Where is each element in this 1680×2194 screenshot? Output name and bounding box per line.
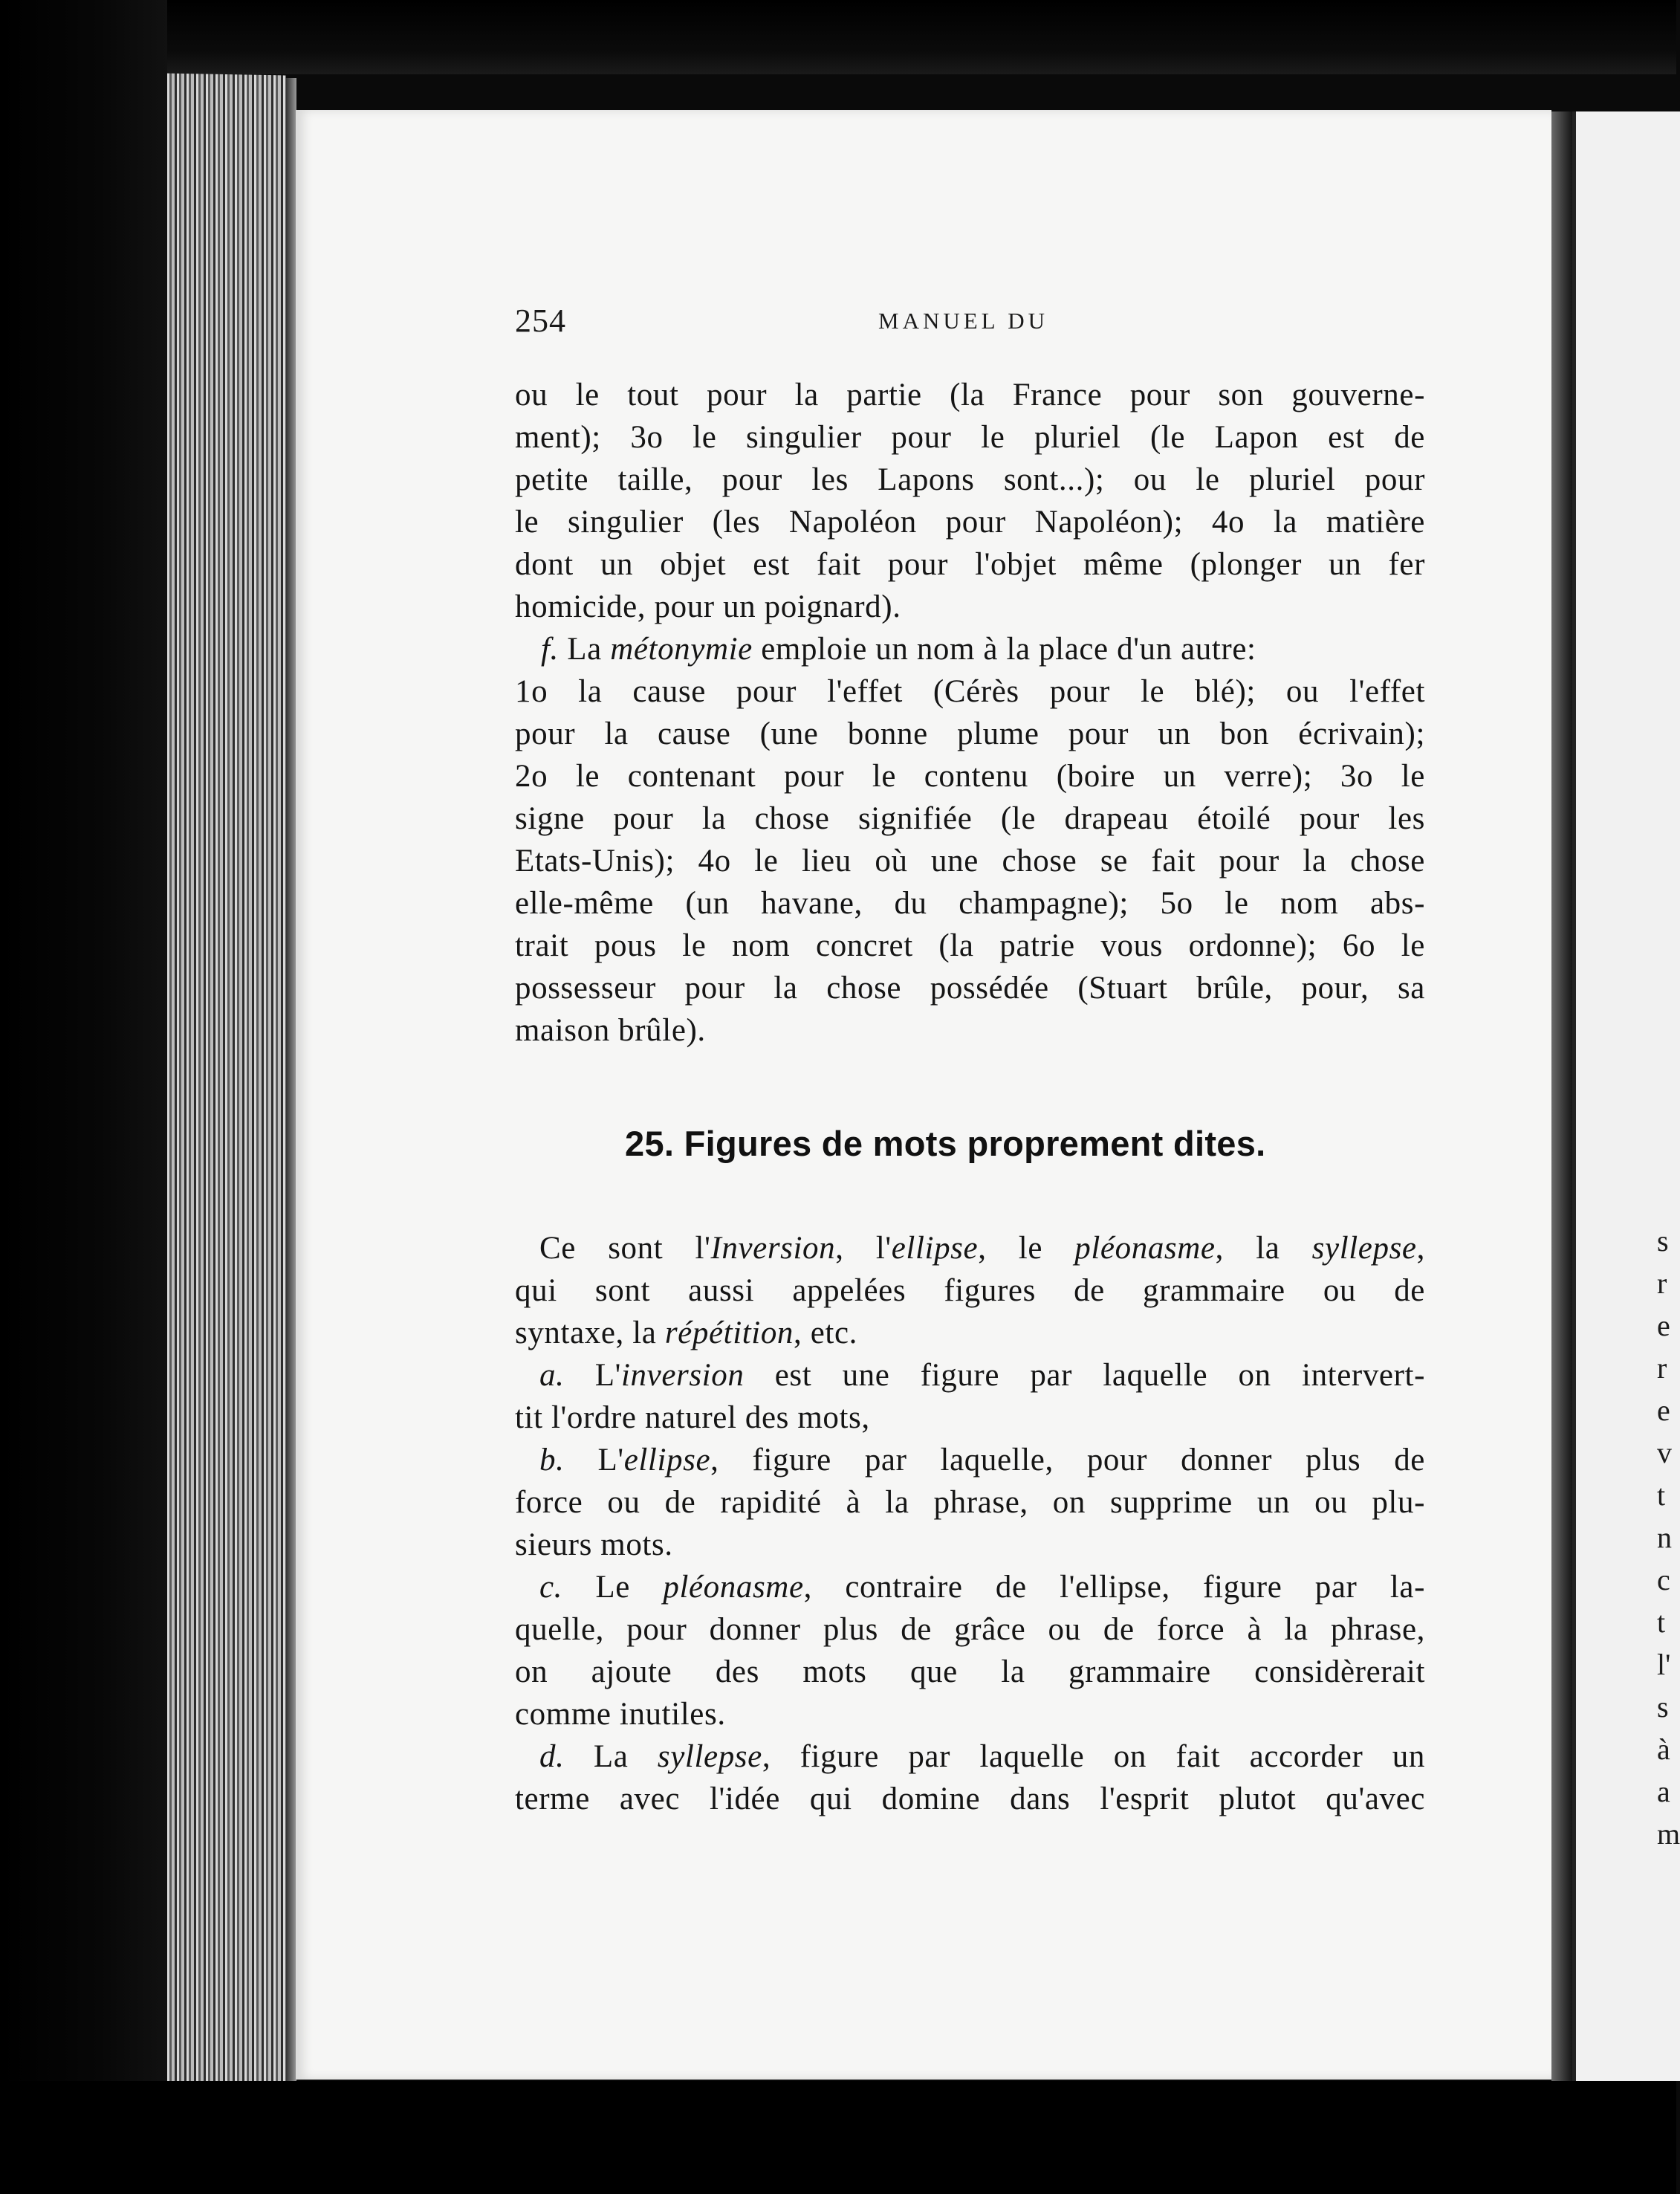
term: métonymie — [610, 632, 753, 667]
text-line: homicide, pour un poignard). — [515, 589, 901, 624]
facing-letter: a — [1657, 1775, 1670, 1808]
text-line: ment); 3o le singulier pour le pluriel (le Lapon est de — [515, 420, 1425, 455]
text-line: tit l'ordre naturel des mots, — [515, 1400, 870, 1435]
facing-letter: t — [1657, 1478, 1666, 1512]
text-line: dont un objet est fait pour l'objet même (plonger un fer — [515, 547, 1425, 582]
text-line: pour la cause (une bonne plume pour un bon écrivain); — [515, 716, 1425, 751]
body-text-top — [515, 374, 1425, 1052]
intro-last-line — [515, 1312, 1425, 1354]
paragraph-f-first-line — [515, 628, 1425, 670]
text-line: quelle, pour donner plus de grâce ou de force à la phrase, — [515, 1612, 1425, 1647]
list-marker: d. — [539, 1739, 565, 1774]
facing-letter: l' — [1657, 1648, 1671, 1681]
text-line: force ou de rapidité à la phrase, on supprime un ou plu- — [515, 1485, 1425, 1520]
facing-letter: c — [1657, 1563, 1670, 1596]
facing-letter: s — [1657, 1690, 1669, 1724]
facing-letter: v — [1657, 1436, 1672, 1469]
text-run: Ce sont l' — [539, 1231, 711, 1266]
text-line: qui sont aussi appelées figures de grammaire ou de — [515, 1273, 1425, 1308]
facing-letter: r — [1657, 1351, 1667, 1385]
term: syllepse — [657, 1739, 762, 1774]
paragraph-c-first-line — [515, 1566, 1425, 1608]
term: pléonasme — [663, 1570, 804, 1605]
list-marker: c. — [539, 1570, 563, 1605]
text-line: signe pour la chose signifiée (le drapeau étoilé pour les — [515, 801, 1425, 836]
text-run: L' — [597, 1443, 624, 1478]
text-line: terme avec l'idée qui domine dans l'esprit plutot qu'avec — [515, 1782, 1425, 1816]
text-run: L' — [594, 1358, 621, 1393]
text-run: La — [567, 632, 602, 667]
facing-letter: s — [1657, 1224, 1669, 1258]
term: inversion — [620, 1358, 745, 1393]
text-line: Etats-Unis); 4o le lieu où une chose se fait pour la chose — [515, 844, 1425, 878]
text-line: on ajoute des mots que la grammaire considèrerait — [515, 1654, 1425, 1689]
text-run: , l' — [835, 1231, 892, 1266]
text-run: syntaxe, la — [515, 1316, 665, 1350]
term: pléonasme — [1074, 1231, 1216, 1266]
list-marker: b. — [539, 1443, 565, 1478]
text-line: petite taille, pour les Lapons sont...); ou le pluriel pour — [515, 462, 1425, 497]
text-line: 2o le contenant pour le contenu (boire un verre); 3o le — [515, 759, 1425, 794]
running-title: MANUEL DU — [878, 308, 1048, 334]
text-run: , contraire de l'ellipse, figure par la- — [803, 1570, 1425, 1605]
top-dark-border — [0, 0, 1676, 74]
text-line: le singulier (les Napoléon pour Napoléon); 4o la matière — [515, 505, 1425, 540]
list-marker: f. — [541, 632, 559, 667]
intro-first-line — [515, 1227, 1425, 1269]
facing-letter: n — [1657, 1521, 1672, 1554]
page-edges-stack — [167, 74, 286, 2097]
book-gutter — [1551, 111, 1572, 2081]
text-line: ou le tout pour la partie (la France pour son gouverne- — [515, 378, 1425, 412]
term: Inversion — [710, 1231, 836, 1266]
text-line: trait pous le nom concret (la patrie vous ordonne); 6o le — [515, 928, 1425, 963]
text-run: Le — [595, 1570, 664, 1605]
facing-letter: m — [1657, 1817, 1680, 1851]
term: syllepse — [1311, 1231, 1417, 1266]
text-run: , figure par laquelle on fait accorder un — [762, 1739, 1425, 1774]
running-head — [515, 302, 1444, 346]
facing-letter: à — [1657, 1732, 1670, 1766]
text-run: La — [593, 1739, 658, 1774]
text-run: , la — [1215, 1231, 1312, 1266]
text-run: , etc. — [794, 1316, 858, 1350]
left-dark-border — [0, 0, 167, 2194]
page-number: 254 — [515, 302, 566, 339]
text-run: emploie un nom à la place d'un autre: — [761, 632, 1256, 667]
text-line: possesseur pour la chose possédée (Stuart brûle, pour, sa — [515, 971, 1425, 1006]
text-run: , — [1416, 1231, 1425, 1266]
paragraph-d-first-line — [515, 1735, 1425, 1778]
page-edge-shadow — [286, 78, 296, 2092]
facing-letter: e — [1657, 1309, 1670, 1342]
term: répétition — [664, 1316, 794, 1350]
section-heading: 25. Figures de mots proprement dites. — [625, 1124, 1266, 1163]
text-line: sieurs mots. — [515, 1527, 673, 1562]
bottom-dark-border — [0, 2081, 1676, 2194]
paragraph-b-first-line — [515, 1439, 1425, 1481]
facing-letter: t — [1657, 1605, 1666, 1639]
text-run: , figure par laquelle, pour donner plus de — [710, 1443, 1425, 1478]
body-text-bottom — [515, 1227, 1425, 1820]
text-line: maison brûle). — [515, 1013, 706, 1048]
paragraph-a-first-line — [515, 1354, 1425, 1397]
text-line: 1o la cause pour l'effet (Cérès pour le blé); ou l'effet — [515, 674, 1425, 709]
text-line: elle-même (un havane, du champagne); 5o le nom abs- — [515, 886, 1425, 921]
facing-letter: r — [1657, 1266, 1667, 1300]
text-line: comme inutiles. — [515, 1697, 726, 1732]
term: ellipse — [623, 1443, 711, 1478]
term: ellipse — [891, 1231, 979, 1266]
text-run: , le — [978, 1231, 1075, 1266]
list-marker: a. — [539, 1358, 565, 1393]
facing-letter: e — [1657, 1394, 1670, 1427]
text-run: est une figure par laquelle on intervert- — [744, 1358, 1425, 1393]
facing-page-letters — [1657, 1219, 1680, 1854]
